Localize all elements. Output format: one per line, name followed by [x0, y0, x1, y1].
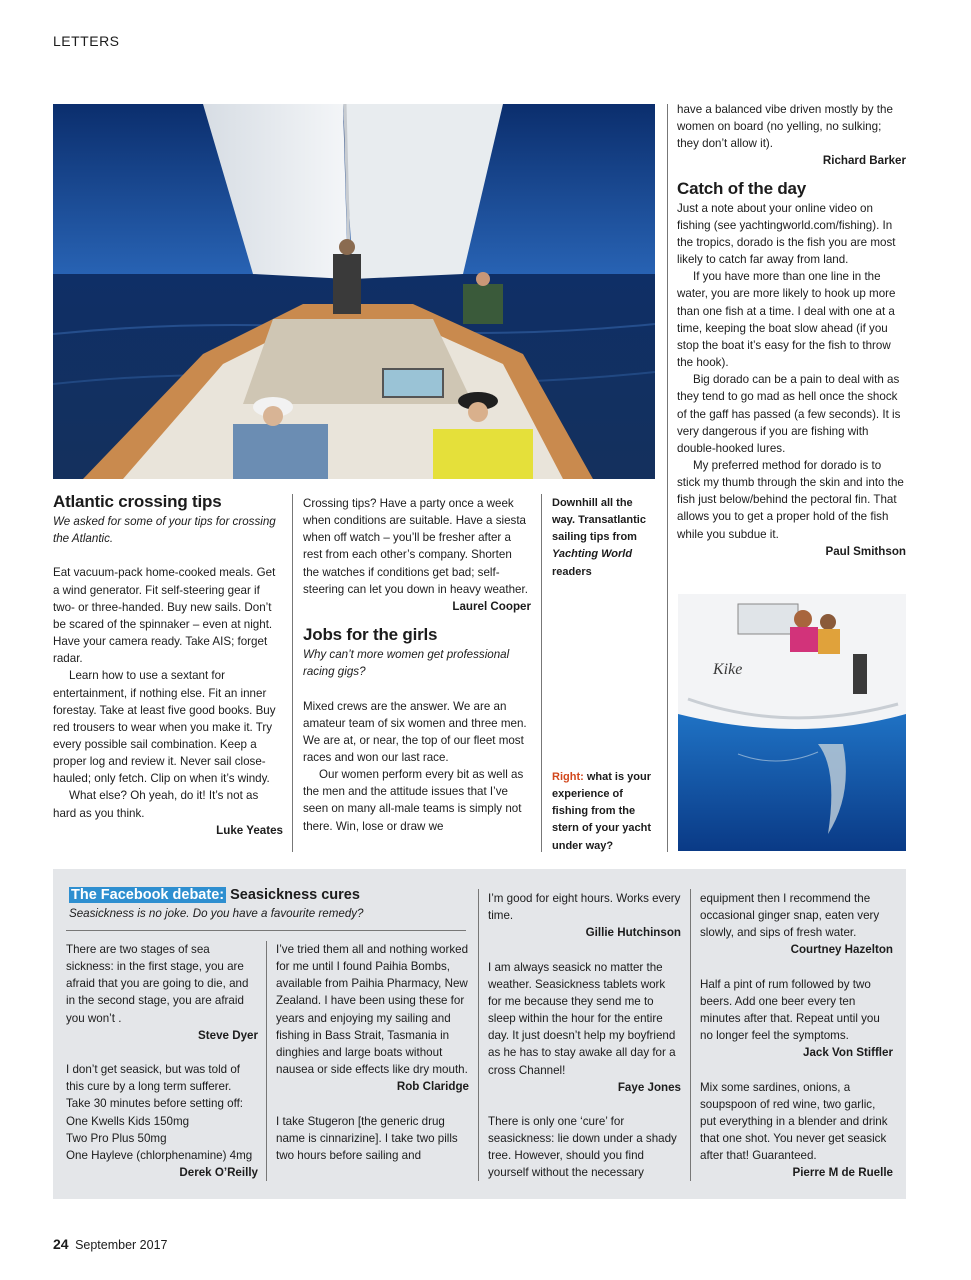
facebook-debate-title: The Facebook debate: Seasickness cures [71, 887, 360, 903]
facebook-divider [66, 930, 466, 931]
fb-letter: Half a pint of rum followed by two beers. Add one beer every ten minutes after that. Repeat until you no longer feel the symptoms. [700, 977, 880, 1043]
fb-letter: equipment then I recommend the occasional ginger snap, eaten very slowly, and sips of fresh water. [700, 892, 880, 940]
catch-paragraph: My preferred method for dorado is to stick my thumb through the skin and into the fish just below/behind the pectoral fin. That allows you to get a proper hold of the fish while you subdue it. [677, 458, 904, 541]
girls-paragraph: Our women perform every bit as well as the men and the attitude issues that I’ve seen on many all-male teams is simply not there. Win, lose or draw we [303, 768, 524, 833]
catch-paragraph: Just a note about your online video on fishing (see yachtingworld.com/fishing). In the tropics, dorado is the fish you are most likely to catch far away from land. [677, 201, 896, 267]
girls-continued-catch-column [677, 101, 906, 560]
page-footer [53, 1236, 168, 1252]
atlantic-standfirst: We asked for some of your tips for crossing the Atlantic. [53, 515, 276, 546]
atlantic-paragraph: Learn how to use a sextant for entertainment, if nothing else. Fit an inner forestay. Take at least five good books. Buy red trousers to wear when you make it. Try every possible sail combination. Keep a proper log and review it. Never sail close-hauled; only fetch. Clip on when it’s windy. [53, 669, 276, 786]
column-divider [690, 889, 691, 1181]
catch-paragraph: Big dorado can be a pain to deal with as they tend to go mad as hell once the shock of the gaff has passed (a few seconds). It is very dangerous if you are fishing with double-hooked lures. [677, 373, 901, 455]
girls-continued-paragraph: have a balanced vibe driven mostly by the women on board (no yelling, no sulking; they don’t allow it). [677, 103, 893, 151]
fb-signature: Pierre M de Ruelle [792, 1166, 893, 1180]
fb-signature: Derek O’Reilly [179, 1166, 258, 1180]
girls-paragraph: Mixed crews are the answer. We are an amateur team of six women and three men. We are at, or near, the top of our fleet most races and won our last race. [303, 699, 527, 765]
atlantic-paragraph: Eat vacuum-pack home-cooked meals. Get a wind generator. Fit self-steering gear if two- or three-handed. Buy new sails. Don’t be scared of the spinnaker – even at night. Have your camera ready. Take AIS; forget radar. [53, 566, 276, 666]
fb-column-1 [66, 941, 258, 1181]
crossing-paragraph: Crossing tips? Have a party once a week when conditions are suitable. Have a siesta when off watch – you’ll be fresher after a rest from each other’s company. Shorten the watches if conditions get bad; self-steering can let you down in heavy weather. [303, 497, 528, 596]
facebook-debate-standfirst: Seasickness is no joke. Do you have a favourite remedy? [69, 907, 364, 920]
fishing-stern-illustration [678, 594, 906, 851]
fb-signature: Gillie Hutchinson [585, 926, 681, 940]
fb-letter-line: Two Pro Plus 50mg [66, 1131, 167, 1145]
fb-signature: Faye Jones [617, 1080, 681, 1094]
fb-letter: I don’t get seasick, but was told of this cure by a long term sufferer. Take 30 minutes before setting off: [66, 1063, 244, 1111]
section-label: LETTERS [53, 33, 120, 49]
photo-caption-top: Downhill all the way. Transatlantic sailing tips from Yachting World readers [552, 497, 646, 578]
column-divider [292, 494, 293, 852]
fb-letter-line: One Hayleve (chlorphenamine) 4mg [66, 1148, 253, 1162]
fb-letter: There are two stages of sea sickness: in the first stage, you are afraid that you are going to die, and in the second stage, you are afraid you won’t . [66, 943, 249, 1025]
atlantic-heading: Atlantic crossing tips [53, 492, 222, 511]
column-divider [266, 941, 267, 1181]
catch-paragraph: If you have more than one line in the water, you are more likely to hook up more than one fish at a time. I deal with one at a time, keeping the boat slow ahead (if you stop the boat it’s easy for the fish to throw the hook). [677, 270, 896, 370]
atlantic-crossing-column [53, 491, 283, 839]
fb-letter: I’m good for eight hours. Works every time. [488, 892, 681, 923]
fb-signature: Steve Dyer [198, 1028, 258, 1042]
fb-letter-line: One Kwells Kids 150mg [66, 1114, 190, 1128]
column-divider [667, 104, 668, 852]
crossing-girls-column [303, 495, 531, 835]
fb-signature: Rob Claridge [396, 1080, 469, 1094]
facebook-debate-label: The Facebook debate: [71, 887, 225, 903]
atlantic-paragraph: What else? Oh yeah, do it! It’s not as hard as you think. [53, 789, 259, 820]
girls-heading: Jobs for the girls [303, 625, 438, 645]
crossing-signature: Laurel Cooper [452, 599, 531, 613]
issue-date: September 2017 [75, 1238, 168, 1252]
fb-signature: Courtney Hazelton [790, 943, 893, 957]
sailing-yacht-illustration [53, 104, 655, 479]
photo-caption-right: Right: what is your experience of fishing from the stern of your yacht under way? [552, 771, 652, 852]
fb-signature: Jack Von Stiffler [803, 1046, 893, 1060]
fb-letter: Mix some sardines, onions, a soupspoon of red wine, two garlic, put everything in a blender and drink that one shot. You never get seasick after that! Guaranteed. [700, 1080, 888, 1163]
fb-column-3 [488, 890, 681, 1182]
boat-name: Kike [713, 661, 743, 678]
fb-letter: I am always seasick no matter the weather. Seasickness tablets work for me because they send me to sleep within the hour for the entire day. It just doesn’t help my boyfriend as he has to stay awake all day for a cross Channel! [488, 960, 676, 1077]
fb-letter: I take Stugeron [the generic drug name is cinnarizine]. I take two pills two hours before sailing and [276, 1114, 458, 1162]
catch-signature: Paul Smithson [825, 544, 906, 558]
fb-column-4 [700, 890, 893, 1182]
main-sailing-photo [53, 104, 655, 479]
fb-letter: There is only one ‘cure’ for seasickness: lie down under a shady tree. However, should you find yourself without the necessary [488, 1115, 677, 1180]
page-number: 24 [53, 1236, 69, 1252]
fb-letter: I’ve tried them all and nothing worked for me until I found Paihia Bombs, available from Paihia Pharmacy, New Zealand. I have been using these for years and enjoying my sailing and fishing in Bass Strait, Tasmania in dinghies and large boats without nausea or side effects like dry mouth. [276, 943, 469, 1077]
atlantic-signature: Luke Yeates [216, 823, 283, 837]
catch-heading: Catch of the day [677, 178, 807, 198]
fishing-photo [678, 594, 906, 851]
column-divider [541, 494, 542, 852]
girls-standfirst: Why can’t more women get professional racing gigs? [303, 648, 510, 679]
column-divider [478, 889, 479, 1181]
girls-signature: Richard Barker [822, 154, 906, 168]
fb-column-2 [276, 941, 469, 1164]
